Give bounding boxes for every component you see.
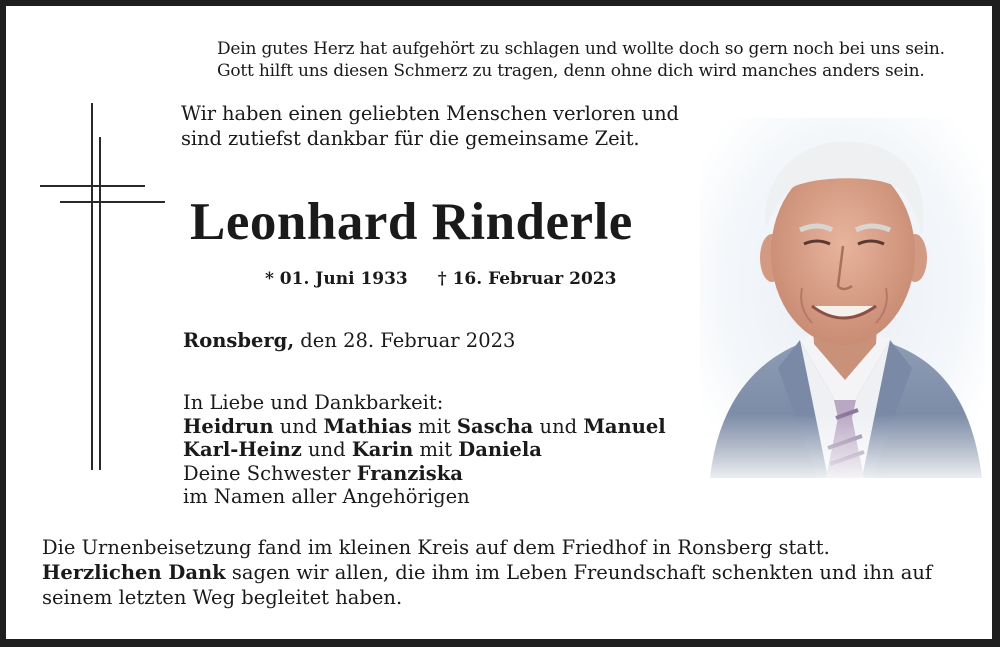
family-name: Daniela [458, 438, 542, 461]
footer-line-2: Herzlichen Dank sagen wir allen, die ihm im Leben Freundschaft schenkten und ihn auf [42, 561, 933, 584]
place-town: Ronsberg, [183, 329, 295, 352]
memorial-quote [217, 38, 945, 82]
family-line-3: Deine Schwester Franziska [183, 461, 463, 485]
death-date: † 16. Februar 2023 [437, 269, 617, 289]
family-list [183, 391, 666, 509]
intro-line-1: Wir haben einen geliebten Menschen verloren und [181, 102, 679, 125]
cross-horizontal-bar [40, 185, 145, 187]
portrait-photo [700, 118, 985, 488]
footer-line-3: seinem letzten Weg begleitet haben. [42, 586, 403, 609]
cross-horizontal-bar-2 [60, 201, 165, 203]
thanks-heading: Herzlichen Dank [42, 561, 226, 584]
family-name: Manuel [583, 414, 666, 438]
birth-date: * 01. Juni 1933 [265, 269, 408, 289]
place-date-text: den 28. Februar 2023 [294, 329, 516, 352]
family-line-4: im Namen aller Angehörigen [183, 485, 470, 508]
deceased-name: Leonhard Rinderle [190, 193, 633, 251]
family-name: Mathias [323, 414, 412, 438]
family-name: Heidrun [183, 414, 274, 438]
intro-text [181, 101, 679, 151]
family-name: Sascha [456, 414, 534, 438]
family-line-2: Karl-Heinz und Karin mit Daniela [183, 438, 542, 461]
funeral-info [42, 535, 932, 610]
place-date [183, 328, 515, 353]
footer-line-1: Die Urnenbeisetzung fand im kleinen Kreis auf dem Friedhof in Ronsberg statt. [42, 536, 830, 559]
family-line-1: Heidrun und Mathias mit Sascha und Manuel [183, 414, 666, 438]
quote-line-2: Gott hilft uns diesen Schmerz zu tragen, denn ohne dich wird manches anders sein. [217, 61, 925, 81]
cross-vertical-bar [91, 103, 93, 470]
intro-line-2: sind zutiefst dankbar für die gemeinsame Zeit. [181, 127, 640, 150]
family-name: Karl-Heinz [183, 438, 302, 461]
quote-line-1: Dein gutes Herz hat aufgehört zu schlagen und wollte doch so gern noch bei uns sein. [217, 39, 945, 59]
family-name: Franziska [356, 461, 463, 485]
life-dates [265, 268, 616, 290]
family-heading: In Liebe und Dankbarkeit: [183, 391, 444, 414]
family-name: Karin [351, 438, 414, 461]
